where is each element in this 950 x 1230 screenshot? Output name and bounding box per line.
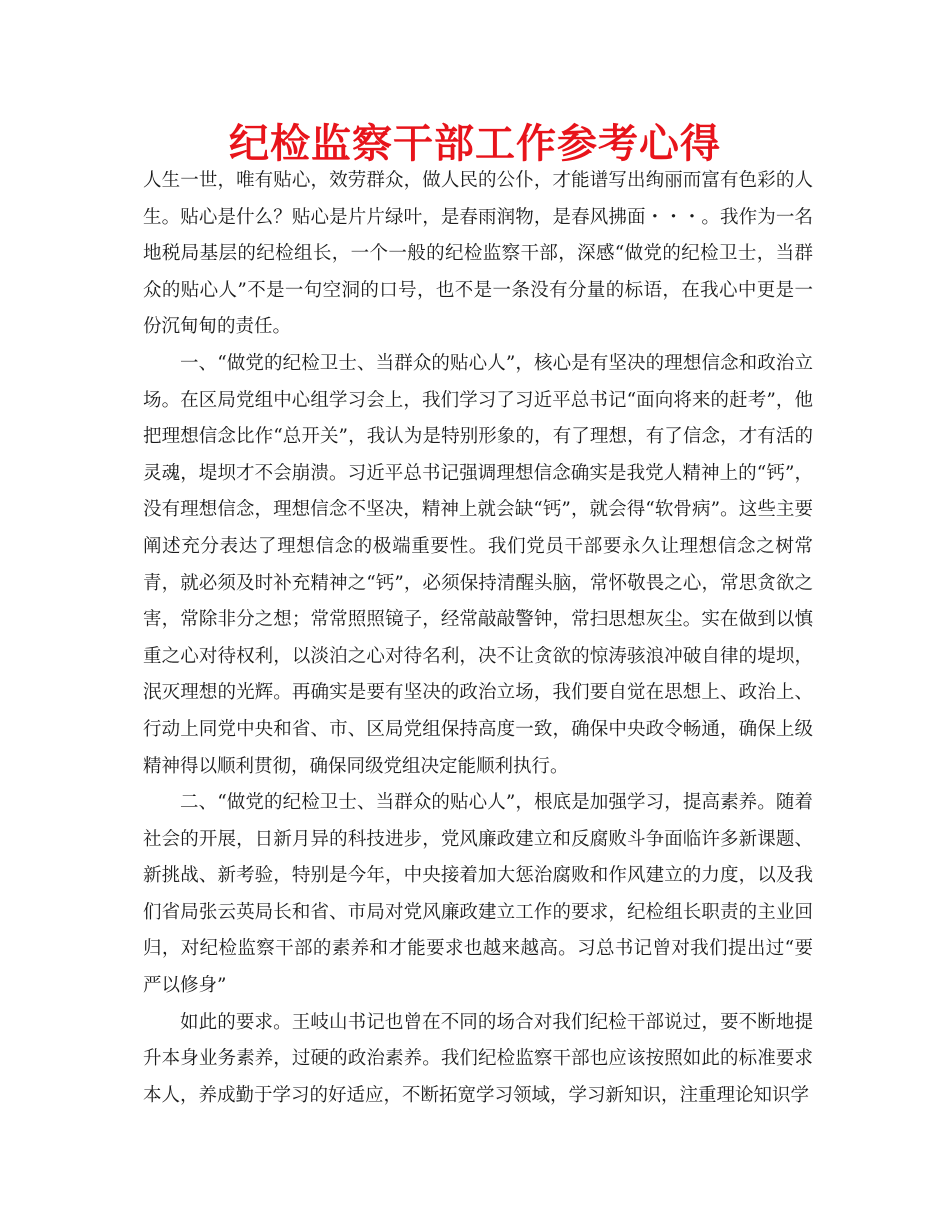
paragraph-continuation: 如此的要求。王岐山书记也曾在不同的场合对我们纪检干部说过，要不断地提升本身业务素养，过硬的政治素养。我们纪检监察干部也应该按照如此的标准要求本人，养成勤于学习的好适应，不断拓宽学习领域，学习新知识，注重理论知识学 bbox=[143, 1011, 813, 1106]
paragraph-section-one: 一、“做党的纪检卫士、当群众的贴心人”，核心是有坚决的理想信念和政治立场。在区局党组中心组学习会上，我们学习了习近平总书记“面向将来的赶考”，他把理想信念比作“总开关”，我认为是特别形象的，有了理想，有了信念，才有活的灵魂，堤坝才不会崩溃。习近平总书记强调理想信念确实是我党人精神上的“钙”，没有理想信念，理想信念不坚决，精神上就会缺“钙”，就会得“软骨病”。这些主要阐述充分表达了理想信念的极端重要性。我们党员干部要永久让理想信念之树常青，就必须及时补充精神之“钙”，必须保持清醒头脑，常怀敬畏之心，常思贪欲之害，常除非分之想；常常照照镜子，经常敲敲警钟，常扫思想灰尘。实在做到以慎重之心对待权利，以淡泊之心对待名利，决不让贪欲的惊涛骇浪冲破自律的堤坝，泯灭理想的光辉。再确实是要有坚决的政治立场，我们要自觉在思想上、政治上、行动上同党中央和省、市、区局党组保持高度一致，确保中央政令畅通，确保上级精神得以顺利贯彻，确保同级党组决定能顺利执行。 bbox=[143, 352, 813, 777]
paragraph-section-two: 二、“做党的纪检卫士、当群众的贴心人”，根底是加强学习，提高素养。随着社会的开展，日新月异的科技进步，党风廉政建立和反腐败斗争面临许多新课题、新挑战、新考验，特别是今年，中央接着加大惩治腐败和作风建立的力度，以及我们省局张云英局长和省、市局对党风廉政建立工作的要求，纪检组长职责的主业回归，对纪检监察干部的素养和才能要求也越来越高。习总书记曾对我们提出过“要严以修身” bbox=[143, 792, 813, 997]
document-title: 纪检监察干部工作参考心得 bbox=[229, 121, 721, 167]
paragraph-intro: 人生一世，唯有贴心，效劳群众，做人民的公仆，才能谱写出绚丽而富有色彩的人生。贴心是什么？贴心是片片绿叶，是春雨润物，是春风拂面・・・。我作为一名地税局基层的纪检组长，一个一般的纪检监察干部，深感“做党的纪检卫士，当群众的贴心人”不是一句空洞的口号，也不是一条没有分量的标语，在我心中更是一份沉甸甸的责任。 bbox=[143, 170, 813, 338]
document-body bbox=[143, 163, 813, 1114]
